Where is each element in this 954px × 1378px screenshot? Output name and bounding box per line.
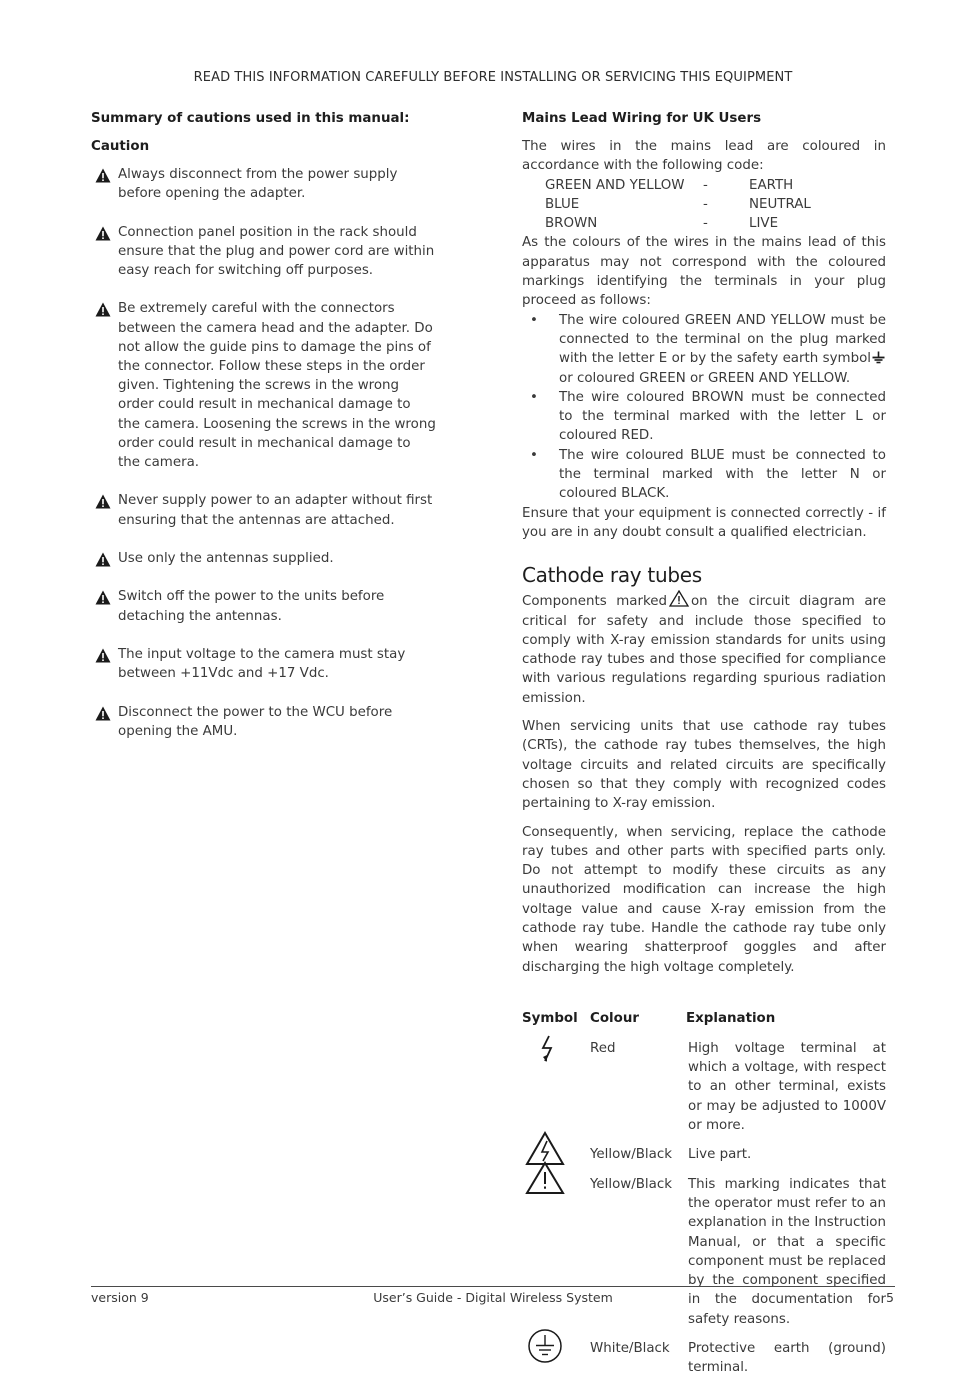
caution-text: Always disconnect from the power supply before opening the adapter. (118, 167, 398, 202)
symbol-colour: White/Black (590, 1341, 670, 1357)
symbol-explanation: Live part. (688, 1147, 752, 1163)
caution-text: Connection panel position in the rack should ensure that the plug and power cord are within easy reach for switching off purposes. (118, 224, 435, 278)
footer-version: version 9 (91, 1290, 149, 1305)
attention-outline-icon (669, 590, 689, 607)
bullet-text: The wire coloured BLUE must be connected to the terminal marked with the letter N or coloured BLACK. (559, 447, 886, 502)
wiring-row (545, 176, 886, 195)
wiring-bullets (522, 311, 886, 504)
bullet-item (522, 446, 886, 504)
warning-triangle-icon (95, 494, 111, 509)
right-column (522, 109, 886, 1378)
caution-item (91, 587, 436, 625)
page-number: 5 (886, 1290, 894, 1305)
symbol-table-header (522, 1009, 886, 1028)
caution-item (91, 491, 436, 529)
symbol-row (522, 1175, 886, 1329)
wire-meaning: LIVE (749, 216, 779, 232)
wire-dash: - (703, 196, 708, 212)
caution-list (91, 165, 436, 741)
bullet-text: or coloured GREEN or GREEN AND YELLOW. (559, 370, 851, 386)
wire-colour: GREEN AND YELLOW (545, 177, 685, 193)
wire-meaning: EARTH (749, 177, 794, 193)
wire-colour: BLUE (545, 196, 580, 212)
caution-text: Be extremely careful with the connectors between the camera head and the adapter. Do not allow the guide pins to damage the pins of the connector. Follow these steps in the order given. Tightening the screws in the wrong order could result in mechanical damage to the camera. Loosening the screws in the wrong order could result in mechanical damage to the camera. (118, 301, 436, 471)
crt-p1-start: Components marked (522, 594, 667, 610)
warning-triangle-icon (95, 552, 111, 567)
wiring-row (545, 195, 886, 214)
wire-meaning: NEUTRAL (749, 196, 811, 212)
cautions-column (91, 109, 436, 760)
caution-text: Never supply power to an adapter without first ensuring that the antennas are attached. (118, 493, 433, 528)
bullet-item (522, 388, 886, 446)
bullet-dot: • (530, 447, 538, 463)
caution-item (91, 703, 436, 741)
wiring-code-table (545, 176, 886, 234)
header-symbol: Symbol (522, 1010, 578, 1026)
symbol-row (522, 1339, 886, 1378)
mains-intro: The wires in the mains lead are coloured in accordance with the following code: (522, 139, 886, 174)
summary-title: Summary of cautions used in this manual: (91, 111, 410, 126)
bullet-text: The wire coloured GREEN AND YELLOW must be connected to the terminal on the plug marked with the letter E or by the safety earth symbol (559, 312, 886, 367)
header-explanation: Explanation (686, 1010, 776, 1026)
caution-item (91, 645, 436, 683)
footer-title: User’s Guide - Digital Wireless System (373, 1290, 613, 1305)
page-header-notice: READ THIS INFORMATION CAREFULLY BEFORE INSTALLING OR SERVICING THIS EQUIPMENT (193, 70, 793, 85)
ensure-text: Ensure that your equipment is connected correctly - if you are in any doubt consult a qualified electrician. (522, 505, 886, 540)
wire-dash: - (703, 216, 708, 232)
wiring-row (545, 214, 886, 233)
symbol-explanation: Protective earth (ground) terminal. (688, 1341, 886, 1376)
mains-title: Mains Lead Wiring for UK Users (522, 111, 762, 126)
caution-text: The input voltage to the camera must stay between +11Vdc and +17 Vdc. (118, 646, 406, 682)
bullet-dot: • (530, 312, 538, 328)
crt-paragraph: Consequently, when servicing, replace the cathode ray tubes and other parts with specified parts only. Do not attempt to modify these circuits as any unauthorized modification can increase the high voltage value and cause X-ray emission from the cathode ray tube. Handle the cathode ray tube only when wearing shatterproof goggles and after discharging the high voltage completely. (522, 824, 886, 975)
crt-title: Cathode ray tubes (522, 563, 702, 588)
warning-triangle-icon (95, 226, 111, 241)
crt-paragraph: When servicing units that use cathode ray tubes (CRTs), the cathode ray tubes themselves, the high voltage circuits and related circuits are specifically chosen so that they comply with recognized codes pertaining to X-ray emission. (522, 719, 886, 812)
symbol-colour: Yellow/Black (590, 1176, 672, 1192)
caution-title: Caution (91, 139, 150, 154)
caution-item (91, 223, 436, 281)
warning-triangle-icon (95, 168, 111, 183)
as-colours-text: As the colours of the wires in the mains lead of this apparatus may not correspond with the coloured markings identifying the terminals in your plug proceed as follows: (522, 235, 886, 309)
caution-item (91, 549, 436, 568)
protective-earth-icon (527, 1328, 563, 1364)
caution-text: Use only the antennas supplied. (118, 551, 334, 566)
caution-text: Disconnect the power to the WCU before opening the AMU. (118, 704, 393, 739)
crt-p1-end: on the circuit diagram are critical for safety and include those specified to comply with X-ray emission standards for units using cathode ray tubes and those specified for compliance with various regulations regarding spurious radiation emission. (522, 594, 886, 706)
symbol-explanation: This marking indicates that the operator must refer to an explanation in the Instruction Manual, or that a specific component must be replaced by the component specified in the documentation for safety reasons. (688, 1176, 886, 1327)
high-voltage-bolt-icon (540, 1035, 554, 1063)
caution-text: Switch off the power to the units before detaching the antennas. (118, 589, 385, 624)
footer-divider (91, 1286, 895, 1287)
symbol-colour: Yellow/Black (590, 1147, 672, 1163)
symbol-row (522, 1145, 886, 1164)
attention-warning-icon (525, 1161, 565, 1195)
wire-dash: - (703, 177, 708, 193)
caution-item (91, 165, 436, 203)
crt-paragraph (522, 590, 886, 708)
symbol-colour: Red (590, 1040, 616, 1056)
symbol-row (522, 1039, 886, 1135)
warning-triangle-icon (95, 302, 111, 317)
warning-triangle-icon (95, 590, 111, 605)
warning-triangle-icon (95, 648, 111, 663)
bullet-text: The wire coloured BROWN must be connected to the terminal marked with the letter L or coloured RED. (559, 389, 886, 444)
caution-item (91, 299, 436, 472)
wire-colour: BROWN (545, 216, 598, 232)
warning-triangle-icon (95, 706, 111, 721)
header-colour: Colour (590, 1010, 639, 1026)
bullet-dot: • (530, 389, 538, 405)
bullet-item (522, 311, 886, 388)
symbol-explanation: High voltage terminal at which a voltage, with respect to an other terminal, exists or may be adjusted to 1000V or more. (688, 1040, 886, 1134)
symbol-table (522, 1009, 886, 1378)
earth-symbol-icon (872, 351, 885, 364)
